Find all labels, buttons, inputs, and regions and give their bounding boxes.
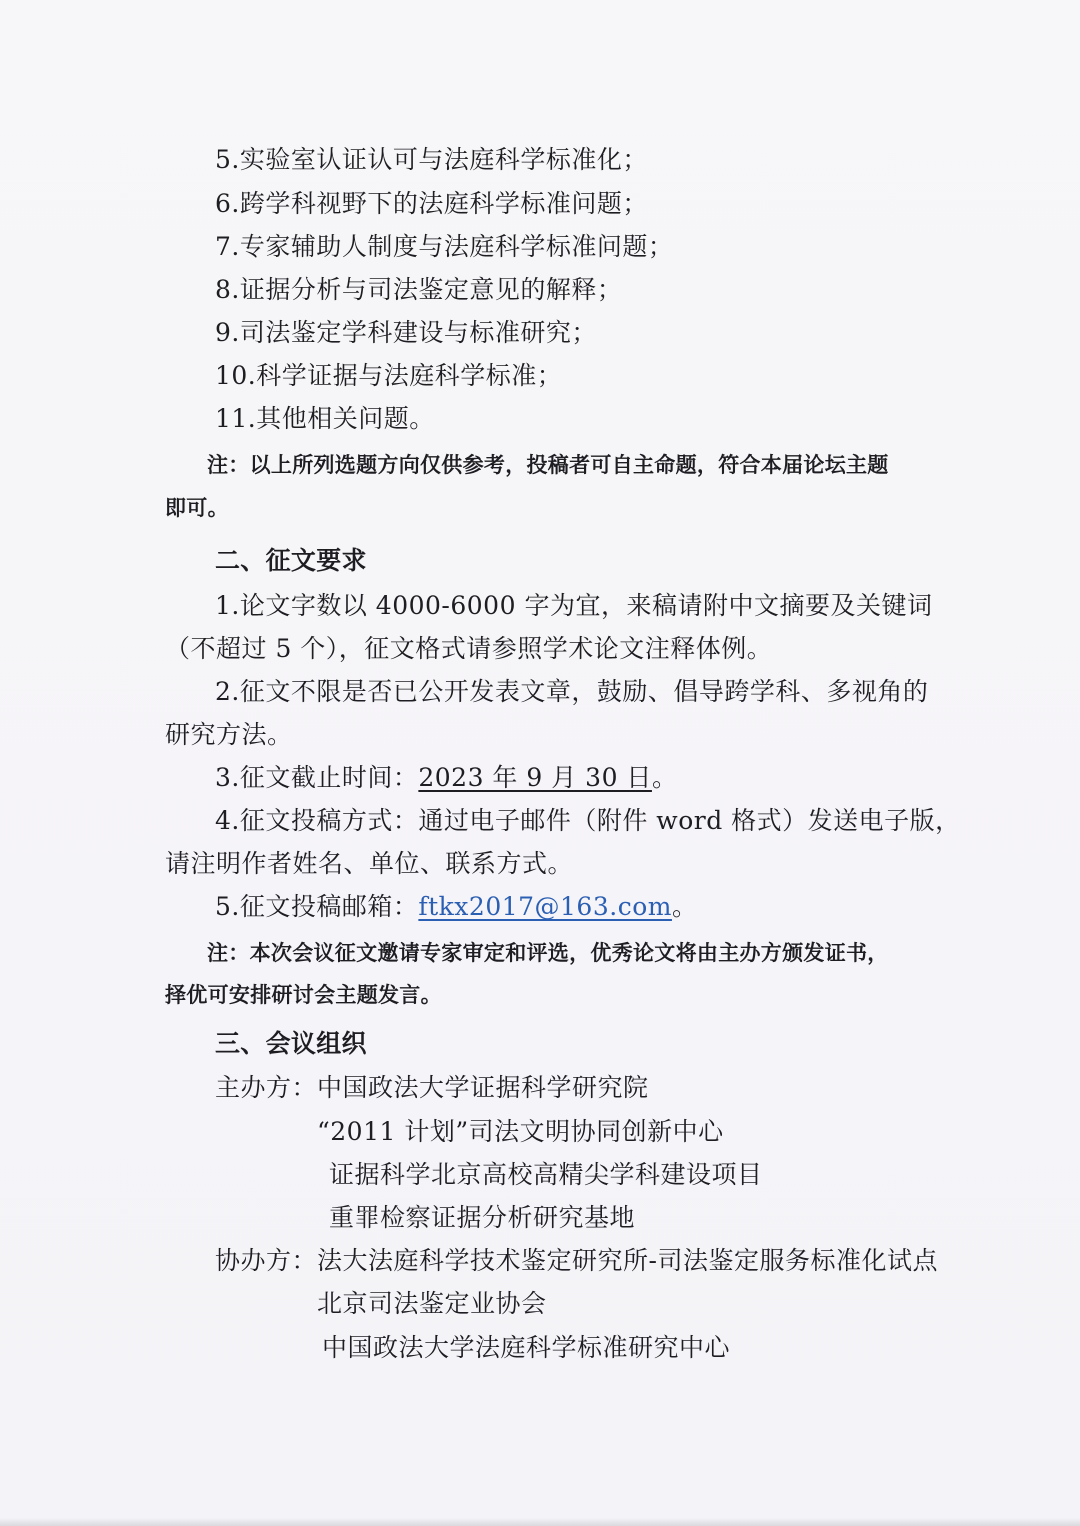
requirement-5	[215, 891, 697, 923]
host-org-2: “2011 计划”司法文明协同创新中心	[317, 1117, 724, 1146]
requirement-4-line2: 请注明作者姓名、单位、联系方式。	[165, 849, 574, 878]
topic-item-8: 8.证据分析与司法鉴定意见的解释；	[215, 275, 623, 304]
submission-email-link[interactable]: ftkx2017@163.com	[418, 892, 672, 921]
note-review-line2: 择优可安排研讨会主题发言。	[165, 983, 442, 1007]
topic-item-5: 5.实验室认证认可与法庭科学标准化；	[215, 145, 648, 174]
topic-item-11: 11.其他相关问题。	[215, 404, 435, 433]
page-bottom-edge	[0, 1518, 1080, 1526]
section-heading-requirements: 二、征文要求	[215, 546, 367, 575]
host-org-1: 中国政法大学证据科学研究院	[317, 1073, 649, 1102]
deadline-label: 3.征文截止时间：	[215, 763, 419, 792]
coorganizer-1: 法大法庭科学技术鉴定研究所-司法鉴定服务标准化试点	[317, 1246, 938, 1275]
email-end: 。	[671, 892, 698, 921]
note-review-line1: 注：本次会议征文邀请专家审定和评选，优秀论文将由主办方颁发证书，	[207, 941, 889, 965]
host-org-3: 证据科学北京高校高精尖学科建设项目	[329, 1160, 763, 1189]
section-heading-organization: 三、会议组织	[215, 1029, 367, 1058]
email-label: 5.征文投稿邮箱：	[215, 892, 419, 921]
deadline-end: 。	[651, 763, 678, 792]
requirement-3	[215, 762, 677, 794]
requirement-1-line1: 1.论文字数以 4000-6000 字为宜，来稿请附中文摘要及关键词	[215, 591, 933, 620]
topic-item-6: 6.跨学科视野下的法庭科学标准问题；	[215, 189, 648, 218]
host-label: 主办方：	[215, 1073, 318, 1102]
topic-item-10: 10.科学证据与法庭科学标准；	[215, 361, 563, 390]
requirement-2-line2: 研究方法。	[165, 720, 293, 749]
requirement-2-line1: 2.征文不限是否已公开发表文章，鼓励、倡导跨学科、多视角的	[215, 677, 929, 706]
requirement-1-line2: （不超过 5 个），征文格式请参照学术论文注释体例。	[165, 634, 773, 663]
requirement-4-line1: 4.征文投稿方式：通过电子邮件（附件 word 格式）发送电子版，	[215, 806, 961, 835]
deadline-date: 2023 年 9 月 30 日	[418, 763, 652, 792]
note-topics-line1: 注：以上所列选题方向仅供参考，投稿者可自主命题，符合本届论坛主题	[207, 453, 889, 477]
topic-item-9: 9.司法鉴定学科建设与标准研究；	[215, 318, 597, 347]
coorganizer-3: 中国政法大学法庭科学标准研究中心	[322, 1333, 731, 1362]
topic-item-7: 7.专家辅助人制度与法庭科学标准问题；	[215, 232, 674, 261]
host-org-4: 重罪检察证据分析研究基地	[329, 1203, 636, 1232]
coorganizer-label: 协办方：	[215, 1246, 318, 1275]
coorganizer-2: 北京司法鉴定业协会	[317, 1289, 547, 1318]
note-topics-line2: 即可。	[165, 496, 229, 520]
